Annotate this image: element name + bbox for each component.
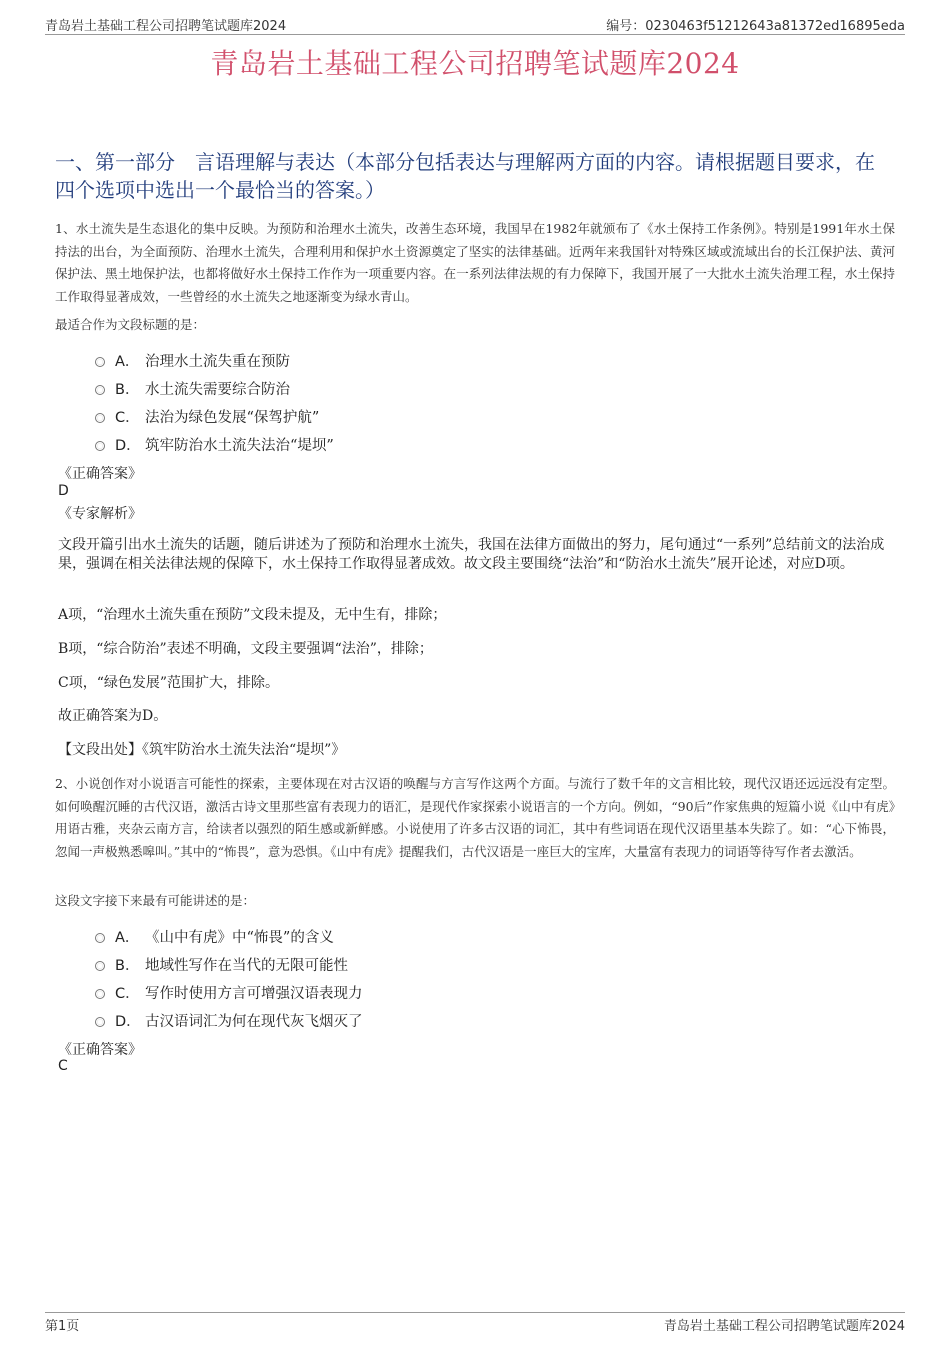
question-1-option-b[interactable] [95,374,695,402]
radio-button-icon[interactable] [95,933,105,943]
question-2-answer-label: 《正确答案》 [58,1042,142,1058]
option-letter: C． [115,985,140,1002]
radio-button-icon[interactable] [95,441,105,451]
radio-button-icon[interactable] [95,1017,105,1027]
option-text: 《山中有虎》中“怖畏”的含义 [145,929,334,946]
question-2-option-a[interactable] [95,922,695,950]
option-text: 法治为绿色发展“保驾护航” [145,409,320,426]
footer-doc-name: 青岛岩土基础工程公司招聘笔试题库2024 [663,1319,905,1334]
analysis-paragraph: B项，“综合防治”表述不明确，文段主要强调“法治”，排除； [58,641,433,657]
radio-button-icon[interactable] [95,989,105,999]
question-2-options [95,922,695,1034]
question-2-option-b[interactable] [95,950,695,978]
option-letter: B． [115,381,140,398]
question-1-option-d[interactable] [95,430,695,458]
question-2-text: 2、小说创作对小说语言可能性的探索，主要体现在对古汉语的唤醒与方言写作这两个方面。与流行了数千年的文言相比较，现代汉语还远远没有定型。如何唤醒沉睡的古代汉语，激活古诗文里那些富有表现力的语汇，是现代作家探索小说语言的一个方向。例如，“90后”作家焦典的短篇小说《山中有虎》用语古雅，夹杂云南方言，给读者以强烈的陌生感或新鲜感。小说使用了许多古汉语的词汇，其中有些词语在现代汉语里基本失踪了。如：“心下怖畏，忽闻一声极熟悉嗥叫。”其中的“怖畏”，意为恐惧。《山中有虎》提醒我们，古代汉语是一座巨大的宝库，大量富有表现力的词语等待写作者去激活。 [55,776,895,859]
question-1-options [95,346,695,458]
analysis-paragraph: C项，“绿色发展”范围扩大，排除。 [58,675,280,691]
question-1-prompt: 最适合作为文段标题的是： [55,317,206,332]
page-number: 第1页 [45,1319,80,1334]
document-title: 青岛岩土基础工程公司招聘笔试题库2024 [210,47,740,80]
question-1-answer: D [58,483,69,499]
option-letter: A． [115,353,140,370]
question-1-analysis-label: 《专家解析》 [58,506,142,522]
header-doc-id: 编号：0230463f51212643a81372ed16895eda [606,19,905,34]
option-text: 写作时使用方言可增强汉语表现力 [145,985,363,1002]
question-1-answer-label: 《正确答案》 [58,466,142,482]
analysis-paragraph: 故正确答案为D。 [58,708,168,724]
radio-button-icon[interactable] [95,961,105,971]
question-2-option-d[interactable] [95,1006,695,1034]
option-text: 地域性写作在当代的无限可能性 [145,957,348,974]
section-heading: 一、第一部分 言语理解与表达（本部分包括表达与理解两方面的内容。请根据题目要求，在四个选项中选出一个最恰当的答案。） [55,150,875,202]
option-letter: A． [115,929,140,946]
question-2-prompt: 这段文字接下来最有可能讲述的是： [55,893,256,908]
question-1-text: 1、水土流失是生态退化的集中反映。为预防和治理水土流失，改善生态环境，我国早在1982年就颁布了《水土保持工作条例》。特别是1991年水土保持法的出台，为全面预防、治理水土流失，合理利用和保护水土资源奠定了坚实的法律基础。近两年来我国针对特殊区域或流域出台的长江保护法、黄河保护法、黑土地保护法，也都将做好水土保持工作作为一项重要内容。在一系列法律法规的有力保障下，我国开展了一大批水土流失治理工程，水土保持工作取得显著成效，一些曾经的水土流失之地逐渐变为绿水青山。 [55,221,895,304]
radio-button-icon[interactable] [95,385,105,395]
analysis-paragraph: A项，“治理水土流失重在预防”文段未提及，无中生有，排除； [58,607,447,623]
option-letter: D． [115,437,141,454]
header-doc-name: 青岛岩土基础工程公司招聘笔试题库2024 [45,19,287,34]
option-letter: D． [115,1013,141,1030]
question-1-option-a[interactable] [95,346,695,374]
radio-button-icon[interactable] [95,413,105,423]
question-2-answer: C [58,1058,68,1074]
option-letter: C． [115,409,140,426]
option-text: 筑牢防治水土流失法治“堤坝” [145,437,334,454]
option-text: 水土流失需要综合防治 [145,381,290,398]
option-text: 古汉语词汇为何在现代灰飞烟灭了 [145,1013,363,1030]
page-header [45,14,905,35]
question-1-option-c[interactable] [95,402,695,430]
radio-button-icon[interactable] [95,357,105,367]
option-letter: B． [115,957,140,974]
question-2-option-c[interactable] [95,978,695,1006]
option-text: 治理水土流失重在预防 [145,353,290,370]
analysis-paragraph: 文段开篇引出水土流失的话题，随后讲述为了预防和治理水土流失，我国在法律方面做出的努力，尾句通过“一系列”总结前文的法治成果，强调在相关法律法规的保障下，水土保持工作取得显著成效。故文段主要围绕“法治”和“防治水土流失”展开论述，对应D项。 [58,537,885,572]
page-footer [45,1312,905,1333]
analysis-source: 【文段出处】《筑牢防治水土流失法治“堤坝”》 [58,742,346,758]
